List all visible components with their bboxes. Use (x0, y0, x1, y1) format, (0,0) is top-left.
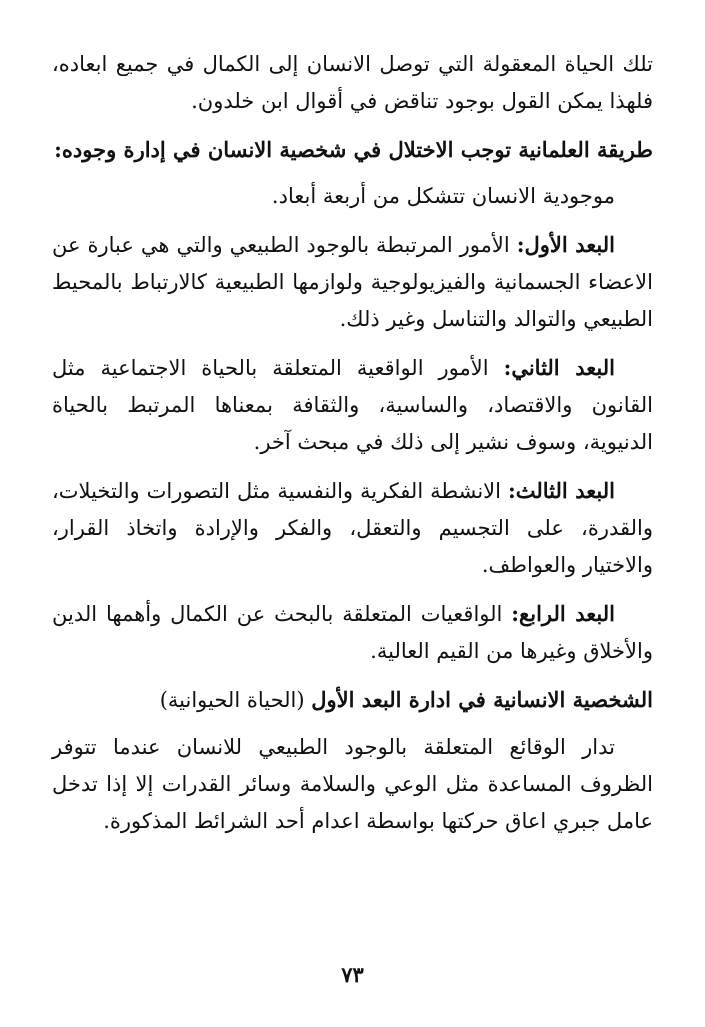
dimension-4-paragraph (52, 595, 653, 670)
section-heading-secularism: طريقة العلمانية توجب الاختلال في شخصية الانسان في إدارة وجوده: (54, 137, 653, 162)
intro-paragraph: تلك الحياة المعقولة التي توصل الانسان إلى الكمال في جميع ابعاده، فلهذا يمكن القول بوجود تناقض في أقوال ابن خلدون. (52, 52, 653, 113)
section-heading-first-dimension-bold: الشخصية الانسانية في ادارة البعد الأول (311, 687, 653, 712)
dimension-1-text: الأمور المرتبطة بالوجود الطبيعي والتي هي عبارة عن الاعضاء الجسمانية والفيزيولوجية ولوازمها الطبيعية كالارتباط بالمحيط الطبيعي والتوالد والتناسل وغير ذلك. (52, 233, 653, 331)
document-page (52, 46, 653, 851)
dimension-1-label: البعد الأول: (516, 232, 615, 257)
dimensions-lead-paragraph: موجودية الانسان تتشكل من أربعة أبعاد. (271, 184, 615, 208)
dimension-2-label: البعد الثاني: (503, 355, 615, 380)
dimension-2-text: الأمور الواقعية المتعلقة بالحياة الاجتماعية مثل القانون والاقتصاد، والساسية، والثقافة بمعناها المرتبط بالحياة الدنيوية، وسوف نشير إلى ذلك في مبحث آخر. (52, 356, 653, 454)
section-heading-first-dimension (52, 681, 653, 719)
dimension-1-paragraph (52, 226, 653, 338)
first-dimension-paragraph: تدار الوقائع المتعلقة بالوجود الطبيعي للانسان عندما تتوفر الظروف المساعدة مثل الوعي والسلامة وسائر القدرات إلا إذا تدخل عامل جبري اعاق حركتها بواسطة اعدام أحد الشرائط المذكورة. (52, 735, 653, 833)
dimension-3-paragraph (52, 472, 653, 584)
dimension-4-label: البعد الرابع: (511, 601, 615, 626)
dimension-2-paragraph (52, 349, 653, 461)
dimension-3-label: البعد الثالث: (507, 478, 616, 503)
section-heading-first-dimension-paren: (الحياة الحيوانية) (159, 688, 312, 712)
page-number: ٧٣ (341, 962, 364, 987)
dimension-4-text: الواقعيات المتعلقة بالبحث عن الكمال وأهمها الدين والأخلاق وغيرها من القيم العالية. (52, 602, 653, 663)
dimension-3-text: الانشطة الفكرية والنفسية مثل التصورات والتخيلات، والقدرة، على التجسيم والتعقل، والفكر والإرادة واتخاذ القرار، والاختيار والعواطف. (52, 479, 653, 577)
